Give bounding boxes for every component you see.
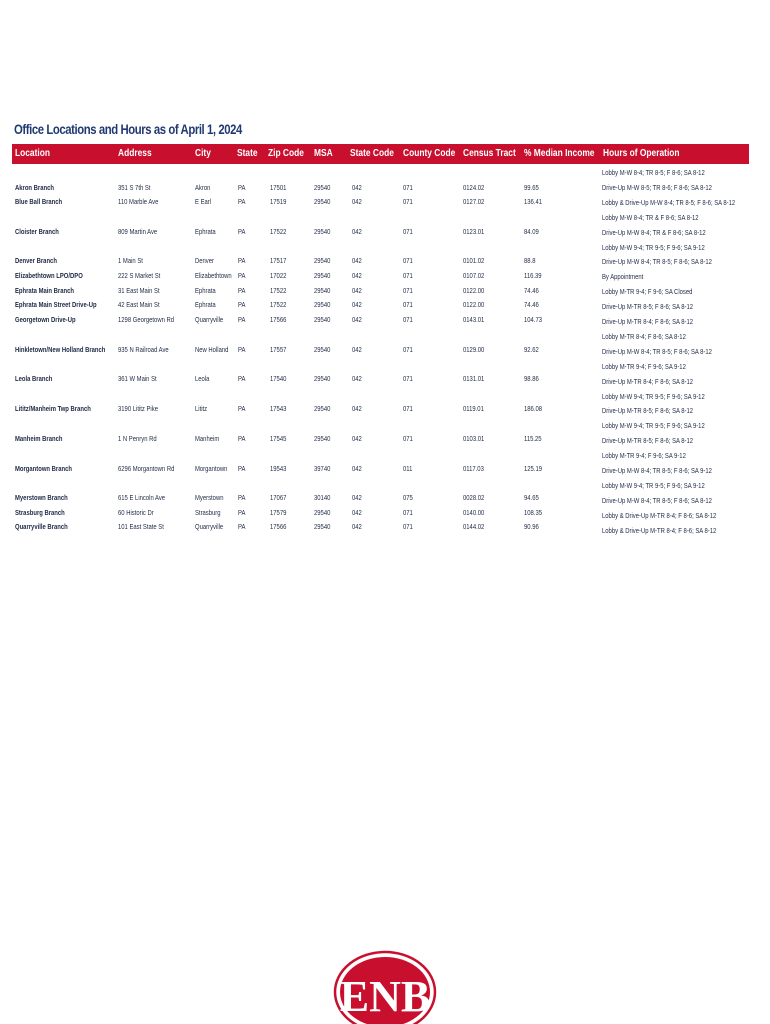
city-cell: Strasburg xyxy=(195,508,221,517)
state-cell: PA xyxy=(238,522,246,531)
city-cell: Morgantown xyxy=(195,464,228,473)
city-cell: Myerstown xyxy=(195,493,224,502)
msa-cell: 29540 xyxy=(314,434,331,443)
median-income-cell: 74.46 xyxy=(524,286,539,295)
address-cell: 1 N Penryn Rd xyxy=(118,434,157,443)
state-cell: PA xyxy=(238,345,246,354)
location-cell: Cloister Branch xyxy=(15,227,59,236)
location-cell: Elizabethtown LPO/DPO xyxy=(15,271,83,280)
census-tract-cell: 0119.01 xyxy=(463,404,484,413)
column-header-state: State xyxy=(237,147,258,159)
city-cell: Quarryville xyxy=(195,315,224,324)
state-code-cell: 042 xyxy=(352,374,362,383)
msa-cell: 29540 xyxy=(314,286,331,295)
county-code-cell: 071 xyxy=(403,508,413,517)
column-header-zip: Zip Code xyxy=(268,147,304,159)
hours-line: Lobby M-TR 9-4; F 9-6; SA Closed xyxy=(602,287,693,297)
column-header-location: Location xyxy=(15,147,50,159)
column-header-county-code: County Code xyxy=(403,147,456,159)
state-cell: PA xyxy=(238,315,246,324)
city-cell: E Earl xyxy=(195,197,212,206)
msa-cell: 29540 xyxy=(314,404,331,413)
address-cell: 361 W Main St xyxy=(118,374,157,383)
location-cell: Myerstown Branch xyxy=(15,493,68,502)
census-tract-cell: 0124.02 xyxy=(463,183,485,192)
hours-line: Drive-Up M-W 8-4; TR 8-5; F 8-6; SA 8-12 xyxy=(602,495,712,505)
address-cell: 222 S Market St xyxy=(118,271,161,280)
county-code-cell: 071 xyxy=(403,374,413,383)
zip-cell: 17022 xyxy=(270,271,287,280)
column-header-median-income: % Median Income xyxy=(524,147,595,159)
median-income-cell: 125.19 xyxy=(524,464,543,473)
state-code-cell: 042 xyxy=(352,434,362,443)
city-cell: Akron xyxy=(195,183,211,192)
hours-line: Lobby & Drive-Up M-W 8-4; TR 8-5; F 8-6; SA 8-12 xyxy=(602,197,736,207)
city-cell: New Holland xyxy=(195,345,229,354)
location-cell: Lititz/Manheim Twp Branch xyxy=(15,404,91,413)
hours-line: Lobby M-W 9-4; TR 9-5; F 9-6; SA 9-12 xyxy=(602,421,705,431)
state-cell: PA xyxy=(238,300,246,309)
zip-cell: 17519 xyxy=(270,197,287,206)
address-cell: 101 East State St xyxy=(118,522,164,531)
column-header-city: City xyxy=(195,147,211,159)
msa-cell: 29540 xyxy=(314,374,331,383)
zip-cell: 17522 xyxy=(270,227,287,236)
hours-line: Lobby & Drive-Up M-TR 8-4; F 8-6; SA 8-12 xyxy=(602,525,717,535)
address-cell: 6296 Morgantown Rd xyxy=(118,464,175,473)
zip-cell: 17557 xyxy=(270,345,287,354)
county-code-cell: 071 xyxy=(403,315,413,324)
median-income-cell: 115.25 xyxy=(524,434,542,443)
median-income-cell: 88.8 xyxy=(524,256,536,265)
hours-line: Drive-Up M-W 8-5; TR 8-6; F 8-6; SA 8-12 xyxy=(602,182,712,192)
census-tract-cell: 0107.02 xyxy=(463,271,485,280)
address-cell: 809 Martin Ave xyxy=(118,227,158,236)
county-code-cell: 075 xyxy=(403,493,413,502)
city-cell: Denver xyxy=(195,256,215,265)
address-cell: 31 East Main St xyxy=(118,286,160,295)
address-cell: 110 Marble Ave xyxy=(118,197,159,206)
zip-cell: 17579 xyxy=(270,508,287,517)
state-cell: PA xyxy=(238,493,246,502)
zip-cell: 19543 xyxy=(270,464,287,473)
city-cell: Manheim xyxy=(195,434,220,443)
hours-line: Lobby M-TR 9-4; F 9-6; SA 9-12 xyxy=(602,361,686,371)
hours-line: Lobby & Drive-Up M-TR 8-4; F 8-6; SA 8-12 xyxy=(602,510,717,520)
msa-cell: 29540 xyxy=(314,256,331,265)
address-cell: 3190 Lititz Pike xyxy=(118,404,158,413)
state-code-cell: 042 xyxy=(352,286,362,295)
zip-cell: 17540 xyxy=(270,374,287,383)
column-header-census-tract: Census Tract xyxy=(463,147,516,159)
median-income-cell: 94.65 xyxy=(524,493,539,502)
logo-lettering: ENB xyxy=(339,972,431,1021)
location-cell: Strasburg Branch xyxy=(15,508,65,517)
zip-cell: 17522 xyxy=(270,286,287,295)
location-cell: Morgantown Branch xyxy=(15,464,72,473)
msa-cell: 29540 xyxy=(314,508,331,517)
census-tract-cell: 0028.02 xyxy=(463,493,485,502)
city-cell: Quarryville xyxy=(195,522,224,531)
city-cell: Leola xyxy=(195,374,210,383)
county-code-cell: 071 xyxy=(403,345,413,354)
city-cell: Ephrata xyxy=(195,300,216,309)
state-code-cell: 042 xyxy=(352,345,362,354)
county-code-cell: 071 xyxy=(403,197,413,206)
median-income-cell: 84.09 xyxy=(524,227,539,236)
state-cell: PA xyxy=(238,271,246,280)
location-cell: Ephrata Main Branch xyxy=(15,286,74,295)
county-code-cell: 071 xyxy=(403,227,413,236)
state-cell: PA xyxy=(238,227,246,236)
census-tract-cell: 0122.00 xyxy=(463,300,485,309)
hours-line: Lobby M-TR 9-4; F 9-6; SA 9-12 xyxy=(602,451,686,461)
msa-cell: 29540 xyxy=(314,271,331,280)
median-income-cell: 108.35 xyxy=(524,508,543,517)
state-cell: PA xyxy=(238,508,246,517)
msa-cell: 29540 xyxy=(314,315,331,324)
county-code-cell: 071 xyxy=(403,286,413,295)
address-cell: 42 East Main St xyxy=(118,300,160,309)
hours-line: By Appointment xyxy=(602,272,644,282)
msa-cell: 29540 xyxy=(314,345,331,354)
address-cell: 935 N Railroad Ave xyxy=(118,345,169,354)
county-code-cell: 011 xyxy=(403,464,413,473)
census-tract-cell: 0101.02 xyxy=(463,256,485,265)
census-tract-cell: 0122.00 xyxy=(463,286,485,295)
zip-cell: 17067 xyxy=(270,493,287,502)
state-cell: PA xyxy=(238,286,246,295)
census-tract-cell: 0127.02 xyxy=(463,197,485,206)
location-cell: Denver Branch xyxy=(15,256,57,265)
state-code-cell: 042 xyxy=(352,464,362,473)
state-code-cell: 042 xyxy=(352,227,362,236)
median-income-cell: 74.46 xyxy=(524,300,539,309)
address-cell: 351 S 7th St xyxy=(118,183,151,192)
census-tract-cell: 0143.01 xyxy=(463,315,485,324)
city-cell: Ephrata xyxy=(195,286,216,295)
state-cell: PA xyxy=(238,256,246,265)
census-tract-cell: 0131.01 xyxy=(463,374,485,383)
county-code-cell: 071 xyxy=(403,300,413,309)
state-code-cell: 042 xyxy=(352,404,362,413)
hours-line: Drive-Up M-W 8-4; TR 8-5; F 8-6; SA 8-12 xyxy=(602,346,712,356)
county-code-cell: 071 xyxy=(403,183,413,192)
median-income-cell: 116.39 xyxy=(524,271,542,280)
city-cell: Ephrata xyxy=(195,227,216,236)
location-cell: Blue Ball Branch xyxy=(15,197,63,206)
median-income-cell: 98.86 xyxy=(524,374,539,383)
state-code-cell: 042 xyxy=(352,493,362,502)
hours-line: Drive-Up M-TR 8-5; F 8-6; SA 8-12 xyxy=(602,436,694,446)
page-title: Office Locations and Hours as of April 1, 2024 xyxy=(14,122,242,137)
hours-line: Drive-Up M-TR 8-4; F 8-6; SA 8-12 xyxy=(602,317,694,326)
census-tract-cell: 0103.01 xyxy=(463,434,485,443)
county-code-cell: 071 xyxy=(403,256,413,265)
address-cell: 1298 Georgetown Rd xyxy=(118,315,175,324)
column-header-hours: Hours of Operation xyxy=(603,147,680,159)
hours-line: Drive-Up M-TR 8-5; F 8-6; SA 8-12 xyxy=(602,302,694,312)
location-cell: Manheim Branch xyxy=(15,434,63,443)
address-cell: 1 Main St xyxy=(118,256,143,265)
hours-line: Lobby M-W 8-4; TR & F 8-6; SA 8-12 xyxy=(602,212,699,222)
state-cell: PA xyxy=(238,404,246,413)
median-income-cell: 99.65 xyxy=(524,183,539,192)
state-code-cell: 042 xyxy=(352,183,362,192)
county-code-cell: 071 xyxy=(403,434,413,443)
county-code-cell: 071 xyxy=(403,522,413,531)
msa-cell: 30140 xyxy=(314,493,331,502)
city-cell: Elizabethtown xyxy=(195,271,232,280)
state-cell: PA xyxy=(238,434,246,443)
hours-line: Drive-Up M-TR 8-5; F 8-6; SA 8-12 xyxy=(602,406,694,416)
msa-cell: 29540 xyxy=(314,197,331,206)
zip-cell: 17522 xyxy=(270,300,287,309)
location-cell: Ephrata Main Street Drive-Up xyxy=(15,300,97,309)
zip-cell: 17566 xyxy=(270,315,287,324)
state-code-cell: 042 xyxy=(352,522,362,531)
msa-cell: 39740 xyxy=(314,464,331,473)
address-cell: 60 Historic Dr xyxy=(118,508,154,517)
county-code-cell: 071 xyxy=(403,271,413,280)
location-cell: Leola Branch xyxy=(15,374,53,383)
zip-cell: 17517 xyxy=(270,256,287,265)
column-header-msa: MSA xyxy=(314,147,333,159)
state-cell: PA xyxy=(238,374,246,383)
hours-line: Lobby M-W 9-4; TR 9-5; F 9-6; SA 9-12 xyxy=(602,391,705,401)
location-cell: Quarryville Branch xyxy=(15,522,68,531)
city-cell: Lititz xyxy=(195,404,208,413)
hours-line: Lobby M-W 9-4; TR 9-5; F 9-6; SA 9-12 xyxy=(602,242,705,252)
census-tract-cell: 0129.00 xyxy=(463,345,485,354)
state-code-cell: 042 xyxy=(352,271,362,280)
state-code-cell: 042 xyxy=(352,256,362,265)
hours-line: Drive-Up M-W 8-4; TR 8-5; F 8-6; SA 9-12 xyxy=(602,466,712,475)
hours-line: Lobby M-TR 8-4; F 8-6; SA 8-12 xyxy=(602,331,686,341)
median-income-cell: 92.62 xyxy=(524,345,539,354)
column-header-state-code: State Code xyxy=(350,147,394,159)
state-code-cell: 042 xyxy=(352,197,362,206)
zip-cell: 17545 xyxy=(270,434,287,443)
median-income-cell: 104.73 xyxy=(524,315,543,324)
hours-line: Lobby M-W 9-4; TR 9-5; F 9-6; SA 9-12 xyxy=(602,480,705,490)
zip-cell: 17566 xyxy=(270,522,287,531)
state-code-cell: 042 xyxy=(352,300,362,309)
location-cell: Georgetown Drive-Up xyxy=(15,315,76,324)
column-header-address: Address xyxy=(118,147,152,159)
county-code-cell: 071 xyxy=(403,404,413,413)
msa-cell: 29540 xyxy=(314,227,331,236)
state-cell: PA xyxy=(238,183,246,192)
state-cell: PA xyxy=(238,197,246,206)
location-cell: Akron Branch xyxy=(15,183,54,192)
hours-line: Drive-Up M-W 8-4; TR & F 8-6; SA 8-12 xyxy=(602,227,706,237)
hours-line: Drive-Up M-TR 8-4; F 8-6; SA 8-12 xyxy=(602,376,694,386)
hours-line: Lobby M-W 8-4; TR 8-5; F 8-6; SA 8-12 xyxy=(602,168,705,177)
state-cell: PA xyxy=(238,464,246,473)
median-income-cell: 186.08 xyxy=(524,404,543,413)
enb-logo xyxy=(333,948,437,1024)
hours-line: Drive-Up M-W 8-4; TR 8-5; F 8-6; SA 8-12 xyxy=(602,257,712,267)
zip-cell: 17543 xyxy=(270,404,287,413)
state-code-cell: 042 xyxy=(352,315,362,324)
census-tract-cell: 0144.02 xyxy=(463,522,485,531)
zip-cell: 17501 xyxy=(270,183,287,192)
median-income-cell: 90.96 xyxy=(524,522,539,531)
address-cell: 615 E Lincoln Ave xyxy=(118,493,166,502)
msa-cell: 29540 xyxy=(314,522,331,531)
msa-cell: 29540 xyxy=(314,183,331,192)
census-tract-cell: 0117.03 xyxy=(463,464,484,473)
state-code-cell: 042 xyxy=(352,508,362,517)
census-tract-cell: 0123.01 xyxy=(463,227,485,236)
median-income-cell: 136.41 xyxy=(524,197,543,206)
msa-cell: 29540 xyxy=(314,300,331,309)
location-cell: Hinkletown/New Holland Branch xyxy=(15,345,106,354)
census-tract-cell: 0140.00 xyxy=(463,508,485,517)
